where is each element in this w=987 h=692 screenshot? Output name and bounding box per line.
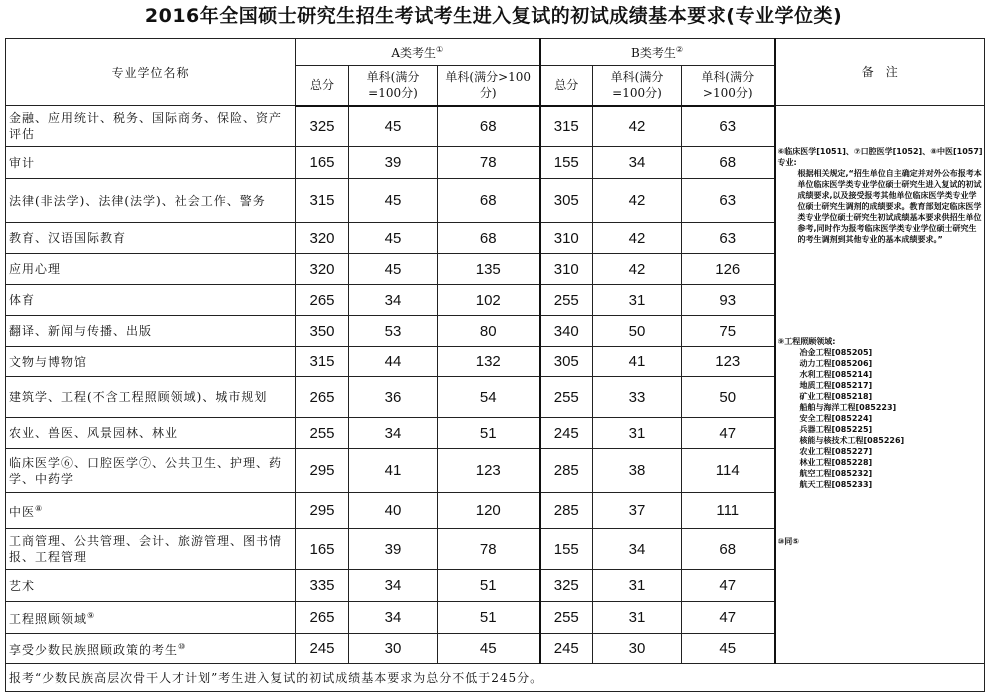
remark-item: 核能与核技术工程[085226]: [799, 436, 905, 445]
remark-minority: ⑩同⑤: [777, 537, 800, 546]
header-group-b: [540, 39, 775, 66]
remark-medical: [778, 146, 984, 245]
row-name: [6, 418, 296, 449]
a-total: 245: [296, 634, 349, 664]
row-name-text: 体育: [9, 293, 36, 307]
a-single-gt100: 51: [438, 602, 540, 634]
a-single-100: 39: [349, 147, 438, 179]
row-name-text: 工商管理、公共管理、会计、旅游管理、图书情报、工程管理: [9, 534, 283, 564]
b-total: 155: [540, 147, 593, 179]
header-group-a: [296, 39, 540, 66]
a-single-gt100: 78: [438, 147, 540, 179]
header-group-a-mark: ①: [436, 44, 444, 54]
a-single-100: 30: [349, 634, 438, 664]
row-name: [6, 634, 296, 664]
a-single-100: 34: [349, 285, 438, 316]
b-total: 285: [540, 493, 593, 529]
a-total: 295: [296, 449, 349, 493]
page-title: 2016年全国硕士研究生招生考试考生进入复试的初试成绩基本要求(专业学位类): [144, 5, 843, 27]
b-single-100: 42: [593, 106, 682, 147]
b-total: 315: [540, 106, 593, 147]
b-single-gt100: 63: [682, 179, 775, 223]
header-remarks: 备 注: [775, 39, 985, 106]
b-single-gt100: 93: [682, 285, 775, 316]
remark-item: 水利工程[085214]: [799, 370, 873, 379]
row-name: [6, 106, 296, 147]
a-single-100: 36: [349, 377, 438, 418]
remark-item: 矿业工程[085218]: [799, 392, 873, 401]
b-total: 255: [540, 285, 593, 316]
a-single-100: 34: [349, 570, 438, 602]
a-single-gt100: 135: [438, 254, 540, 285]
b-total: 245: [540, 634, 593, 664]
header-group-b-label: B类考生: [631, 45, 676, 60]
header-b-single-100: 单科(满分=100分): [593, 66, 682, 106]
b-total: 255: [540, 602, 593, 634]
header-a-total: 总分: [296, 66, 349, 106]
a-single-gt100: 51: [438, 418, 540, 449]
b-single-100: 33: [593, 377, 682, 418]
b-total: 305: [540, 347, 593, 377]
row-name-text: 法律(非法学)、法律(法学)、社会工作、警务: [9, 193, 266, 208]
row-name-text: 金融、应用统计、税务、国际商务、保险、资产评估: [9, 111, 283, 141]
row-name-text: 应用心理: [9, 262, 62, 276]
a-single-gt100: 51: [438, 570, 540, 602]
b-total: 310: [540, 223, 593, 254]
header-group-b-mark: ②: [675, 44, 683, 54]
footer-note: 报考“少数民族高层次骨干人才计划”考生进入复试的初试成绩基本要求为总分不低于245分。: [6, 664, 985, 692]
row-name: [6, 316, 296, 347]
a-single-100: 45: [349, 223, 438, 254]
remark-item: 动力工程[085206]: [799, 359, 873, 368]
row-name-text: 建筑学、工程(不含工程照顾领域)、城市规划: [9, 390, 268, 404]
b-single-100: 31: [593, 602, 682, 634]
a-single-gt100: 68: [438, 106, 540, 147]
header-group-a-label: A类考生: [391, 45, 436, 60]
remark-item: 安全工程[085224]: [799, 414, 873, 423]
a-single-100: 45: [349, 179, 438, 223]
b-single-gt100: 111: [682, 493, 775, 529]
b-total: 255: [540, 377, 593, 418]
a-total: 335: [296, 570, 349, 602]
b-single-100: 42: [593, 223, 682, 254]
remark-item: 航天工程[085233]: [799, 480, 873, 489]
header-b-single-gt100: 单科(满分>100分): [682, 66, 775, 106]
b-single-gt100: 68: [682, 147, 775, 179]
remarks-cell: [775, 106, 985, 664]
a-single-100: 40: [349, 493, 438, 529]
footer-row: [6, 664, 985, 692]
row-name-text: 中医: [9, 505, 36, 519]
a-total: 255: [296, 418, 349, 449]
b-total: 285: [540, 449, 593, 493]
remark-engineering: [778, 336, 984, 490]
b-single-100: 42: [593, 254, 682, 285]
row-name-mark: ⑩: [178, 642, 187, 651]
row-name: [6, 179, 296, 223]
remark-engineering-head: ⑨工程照顾领域:: [777, 337, 836, 346]
a-total: 320: [296, 223, 349, 254]
a-single-gt100: 45: [438, 634, 540, 664]
remark-item: 地质工程[085217]: [799, 381, 873, 390]
row-name: [6, 529, 296, 570]
a-single-100: 34: [349, 602, 438, 634]
remark-item: 兵器工程[085225]: [799, 425, 873, 434]
b-single-gt100: 75: [682, 316, 775, 347]
a-total: 265: [296, 285, 349, 316]
a-single-gt100: 123: [438, 449, 540, 493]
a-single-100: 53: [349, 316, 438, 347]
row-name: [6, 570, 296, 602]
row-name-text: 翻译、新闻与传播、出版: [9, 324, 153, 338]
b-single-gt100: 45: [682, 634, 775, 664]
b-single-100: 37: [593, 493, 682, 529]
row-name: [6, 493, 296, 529]
a-single-100: 41: [349, 449, 438, 493]
a-total: 265: [296, 377, 349, 418]
a-single-100: 44: [349, 347, 438, 377]
row-name-text: 享受少数民族照顾政策的考生: [9, 643, 179, 657]
b-total: 245: [540, 418, 593, 449]
a-single-gt100: 68: [438, 179, 540, 223]
b-single-gt100: 47: [682, 570, 775, 602]
remark-medical-body: 根据相关规定,“招生单位自主确定并对外公布报考本单位临床医学类专业学位硕士研究生进入复试的初试成绩要求,以及接受报考其他单位临床医学类专业学位硕士研究生调剂的成绩要求。教育部划定临床医学类专业学位硕士研究生初试成绩基本要求供招生单位参考,同时作为报考临床医学类专业学位硕士研究生的考生调剂到其他专业的基本成绩要求。”: [797, 169, 982, 244]
a-single-100: 45: [349, 254, 438, 285]
a-single-gt100: 68: [438, 223, 540, 254]
row-name-text: 临床医学⑥、口腔医学⑦、公共卫生、护理、药学、中药学: [9, 455, 283, 486]
row-name: [6, 254, 296, 285]
a-single-100: 34: [349, 418, 438, 449]
a-single-gt100: 54: [438, 377, 540, 418]
a-single-gt100: 78: [438, 529, 540, 570]
row-name-text: 艺术: [9, 578, 36, 593]
a-total: 315: [296, 347, 349, 377]
a-single-gt100: 132: [438, 347, 540, 377]
header-name: 专业学位名称: [6, 39, 296, 106]
row-name: [6, 449, 296, 493]
a-single-gt100: 80: [438, 316, 540, 347]
remark-medical-head: ⑥临床医学[1051]、⑦口腔医学[1052]、⑧中医[1057]专业:: [777, 147, 983, 167]
b-single-100: 34: [593, 147, 682, 179]
remark-item: 冶金工程[085205]: [799, 348, 873, 357]
b-single-100: 42: [593, 179, 682, 223]
a-total: 315: [296, 179, 349, 223]
remark-item: 航空工程[085232]: [799, 469, 873, 478]
a-total: 295: [296, 493, 349, 529]
b-single-100: 50: [593, 316, 682, 347]
row-name-text: 工程照顾领域: [9, 612, 88, 626]
table-row: [6, 106, 985, 147]
b-total: 305: [540, 179, 593, 223]
b-total: 310: [540, 254, 593, 285]
b-single-gt100: 126: [682, 254, 775, 285]
b-total: 340: [540, 316, 593, 347]
b-total: 325: [540, 570, 593, 602]
a-total: 350: [296, 316, 349, 347]
b-single-100: 41: [593, 347, 682, 377]
row-name: [6, 602, 296, 634]
row-name: [6, 223, 296, 254]
remark-item: 农业工程[085227]: [799, 447, 873, 456]
row-name-text: 文物与博物馆: [9, 354, 88, 369]
header-b-total: 总分: [540, 66, 593, 106]
row-name-text: 教育、汉语国际教育: [9, 231, 127, 245]
a-total: 325: [296, 106, 349, 147]
a-total: 165: [296, 147, 349, 179]
a-single-100: 39: [349, 529, 438, 570]
b-single-gt100: 123: [682, 347, 775, 377]
a-total: 165: [296, 529, 349, 570]
header-a-single-gt100: 单科(满分>100分): [438, 66, 540, 106]
b-single-100: 31: [593, 418, 682, 449]
row-name: [6, 377, 296, 418]
b-single-100: 30: [593, 634, 682, 664]
remark-item: 船舶与海洋工程[085223]: [799, 403, 897, 412]
a-total: 320: [296, 254, 349, 285]
row-name-mark: ⑨: [87, 611, 96, 620]
b-single-gt100: 50: [682, 377, 775, 418]
row-name: [6, 285, 296, 316]
row-name-mark: ⑧: [35, 504, 44, 513]
row-name-text: 农业、兽医、风景园林、林业: [9, 426, 179, 440]
b-single-100: 38: [593, 449, 682, 493]
b-total: 155: [540, 529, 593, 570]
row-name: [6, 147, 296, 179]
b-single-gt100: 63: [682, 106, 775, 147]
row-name-text: 审计: [9, 155, 36, 170]
b-single-100: 34: [593, 529, 682, 570]
b-single-gt100: 47: [682, 602, 775, 634]
b-single-100: 31: [593, 570, 682, 602]
a-total: 265: [296, 602, 349, 634]
a-single-100: 45: [349, 106, 438, 147]
b-single-gt100: 47: [682, 418, 775, 449]
b-single-gt100: 63: [682, 223, 775, 254]
row-name: [6, 347, 296, 377]
remark-item: 林业工程[085228]: [799, 458, 873, 467]
header-a-single-100: 单科(满分=100分): [349, 66, 438, 106]
b-single-gt100: 114: [682, 449, 775, 493]
b-single-100: 31: [593, 285, 682, 316]
a-single-gt100: 120: [438, 493, 540, 529]
score-table: [5, 38, 985, 692]
b-single-gt100: 68: [682, 529, 775, 570]
a-single-gt100: 102: [438, 285, 540, 316]
